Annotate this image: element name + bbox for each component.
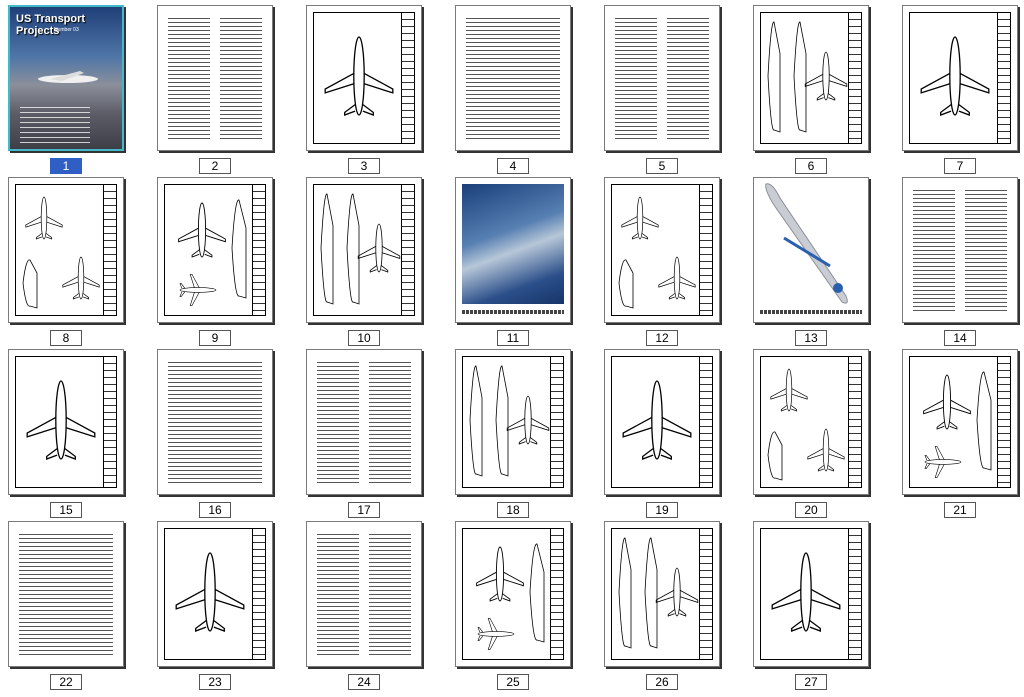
text-column-left bbox=[317, 532, 359, 656]
page-number-label: 23 bbox=[199, 674, 231, 690]
page-preview[interactable] bbox=[8, 349, 124, 495]
page-thumbnail-12[interactable] bbox=[604, 177, 722, 347]
photo-caption bbox=[462, 310, 564, 314]
page-preview[interactable] bbox=[455, 521, 571, 667]
text-block bbox=[168, 16, 262, 140]
aircraft-drawing bbox=[772, 553, 840, 631]
page-number-label: 15 bbox=[50, 502, 82, 518]
blueprint-lines bbox=[456, 350, 571, 495]
page-thumbnail-9[interactable] bbox=[157, 177, 275, 347]
aircraft-drawing bbox=[805, 52, 847, 100]
page-number-label: 17 bbox=[348, 502, 380, 518]
page-preview[interactable] bbox=[604, 5, 720, 151]
text-column bbox=[19, 532, 113, 656]
page-number-label: 20 bbox=[795, 502, 827, 518]
page-thumbnail-11[interactable] bbox=[455, 177, 573, 347]
text-column-right bbox=[220, 16, 262, 140]
page-preview[interactable] bbox=[157, 177, 273, 323]
text-block bbox=[19, 532, 113, 656]
page-thumbnail-2[interactable] bbox=[157, 5, 275, 175]
page-thumbnail-10[interactable] bbox=[306, 177, 424, 347]
page-thumbnail-1[interactable] bbox=[8, 5, 126, 175]
page-number-label: 14 bbox=[944, 330, 976, 346]
text-block bbox=[913, 188, 1007, 312]
text-column-right bbox=[369, 532, 411, 656]
cover-credits bbox=[20, 103, 90, 143]
blueprint-lines bbox=[456, 522, 571, 667]
page-number-label: 1 bbox=[50, 158, 82, 174]
cover-subtitle: Number 03 bbox=[54, 27, 79, 33]
page-preview[interactable] bbox=[157, 5, 273, 151]
page-preview[interactable] bbox=[753, 521, 869, 667]
page-thumbnail-13[interactable] bbox=[753, 177, 871, 347]
text-block bbox=[615, 16, 709, 140]
page-number-label: 10 bbox=[348, 330, 380, 346]
aircraft-drawing bbox=[623, 381, 691, 459]
page-preview[interactable] bbox=[455, 5, 571, 151]
text-column-left bbox=[615, 16, 657, 140]
page-preview[interactable] bbox=[8, 521, 124, 667]
page-number-label: 8 bbox=[50, 330, 82, 346]
aircraft-drawing bbox=[325, 37, 393, 115]
aircraft-drawing bbox=[176, 553, 244, 631]
text-column-right bbox=[965, 188, 1007, 312]
blueprint-lines bbox=[9, 350, 124, 495]
page-number-label: 3 bbox=[348, 158, 380, 174]
blueprint-lines bbox=[307, 6, 422, 151]
blueprint-lines bbox=[903, 350, 1018, 495]
fuselage-side-view bbox=[794, 22, 806, 132]
blueprint-lines bbox=[307, 178, 422, 323]
page-preview[interactable] bbox=[455, 177, 571, 323]
aircraft-drawing bbox=[26, 197, 62, 239]
fuselage-side-view bbox=[530, 544, 544, 642]
page-preview[interactable] bbox=[157, 349, 273, 495]
text-column-right bbox=[369, 360, 411, 484]
page-thumbnail-27[interactable] bbox=[753, 521, 871, 691]
aircraft-drawing bbox=[63, 257, 99, 299]
fuselage-side-view bbox=[23, 260, 37, 308]
page-number-label: 19 bbox=[646, 502, 678, 518]
text-column-left bbox=[317, 360, 359, 484]
text-column-right bbox=[667, 16, 709, 140]
page-thumbnail-26[interactable] bbox=[604, 521, 722, 691]
blueprint-lines bbox=[754, 522, 869, 667]
aircraft-render bbox=[754, 178, 869, 323]
text-column-left bbox=[913, 188, 955, 312]
blueprint-lines bbox=[158, 522, 273, 667]
page-thumbnail-21[interactable] bbox=[902, 349, 1020, 519]
page-preview[interactable] bbox=[306, 349, 422, 495]
page-number-label: 12 bbox=[646, 330, 678, 346]
aircraft-drawing bbox=[507, 396, 549, 444]
page-number-label: 21 bbox=[944, 502, 976, 518]
page-thumbnail-25[interactable] bbox=[455, 521, 573, 691]
aircraft-drawing bbox=[921, 37, 989, 115]
page-preview[interactable] bbox=[604, 177, 720, 323]
page-thumbnail-22[interactable] bbox=[8, 521, 126, 691]
blueprint-lines bbox=[605, 350, 720, 495]
aircraft-drawing bbox=[656, 568, 698, 616]
page-thumbnail-16[interactable] bbox=[157, 349, 275, 519]
cover-title: US Transport Projects bbox=[16, 13, 86, 37]
page-preview[interactable] bbox=[902, 177, 1018, 323]
aircraft-drawing bbox=[622, 197, 658, 239]
fuselage-side-view bbox=[619, 538, 631, 648]
page-thumbnail-14[interactable] bbox=[902, 177, 1020, 347]
page-preview[interactable] bbox=[8, 5, 124, 151]
blueprint-lines bbox=[158, 178, 273, 323]
aircraft-drawing bbox=[179, 203, 226, 257]
fuselage-side-view bbox=[347, 194, 359, 304]
aircraft-drawing bbox=[925, 446, 961, 477]
text-block bbox=[317, 532, 411, 656]
page-thumbnail-19[interactable] bbox=[604, 349, 722, 519]
aircraft-drawing bbox=[771, 369, 807, 411]
page-number-label: 25 bbox=[497, 674, 529, 690]
blueprint-lines bbox=[605, 178, 720, 323]
aircraft-drawing bbox=[808, 429, 844, 471]
page-preview[interactable] bbox=[455, 349, 571, 495]
page-preview[interactable] bbox=[8, 177, 124, 323]
blueprint-lines bbox=[9, 178, 124, 323]
aircraft-drawing bbox=[924, 375, 971, 429]
page-number-label: 5 bbox=[646, 158, 678, 174]
fuselage-side-view bbox=[321, 194, 333, 304]
aircraft-drawing bbox=[659, 257, 695, 299]
page-thumbnail-7[interactable] bbox=[902, 5, 1020, 175]
aircraft-drawing bbox=[27, 381, 95, 459]
text-block bbox=[466, 16, 560, 140]
page-number-label: 4 bbox=[497, 158, 529, 174]
text-column bbox=[168, 360, 262, 484]
page-number-label: 18 bbox=[497, 502, 529, 518]
page-preview[interactable] bbox=[753, 349, 869, 495]
page-preview[interactable] bbox=[306, 521, 422, 667]
aircraft-drawing bbox=[477, 547, 524, 601]
page-preview[interactable] bbox=[306, 177, 422, 323]
text-block bbox=[317, 360, 411, 484]
page-number-label: 7 bbox=[944, 158, 976, 174]
page-number-label: 16 bbox=[199, 502, 231, 518]
page-number-label: 11 bbox=[497, 330, 529, 346]
fuselage-side-view bbox=[232, 200, 246, 298]
page-number-label: 22 bbox=[50, 674, 82, 690]
page-number-label: 13 bbox=[795, 330, 827, 346]
page-thumbnail-6[interactable] bbox=[753, 5, 871, 175]
render-caption bbox=[760, 310, 862, 314]
aircraft-drawing bbox=[180, 274, 216, 305]
page-thumbnail-24[interactable] bbox=[306, 521, 424, 691]
page-thumbnail-3[interactable] bbox=[306, 5, 424, 175]
page-number-label: 24 bbox=[348, 674, 380, 690]
blueprint-lines bbox=[754, 350, 869, 495]
blueprint-lines bbox=[754, 6, 869, 151]
page-preview[interactable] bbox=[753, 177, 869, 323]
fuselage-side-view bbox=[768, 432, 782, 480]
page-preview[interactable] bbox=[604, 349, 720, 495]
page-number-label: 26 bbox=[646, 674, 678, 690]
fuselage-side-view bbox=[645, 538, 657, 648]
blueprint-lines bbox=[605, 522, 720, 667]
page-number-label: 6 bbox=[795, 158, 827, 174]
text-column-left bbox=[168, 16, 210, 140]
page-number-label: 27 bbox=[795, 674, 827, 690]
fuselage-side-view bbox=[768, 22, 780, 132]
page-number-label: 2 bbox=[199, 158, 231, 174]
page-preview[interactable] bbox=[604, 521, 720, 667]
page-thumbnail-17[interactable] bbox=[306, 349, 424, 519]
page-thumbnail-18[interactable] bbox=[455, 349, 573, 519]
page-thumbnail-20[interactable] bbox=[753, 349, 871, 519]
page-preview[interactable] bbox=[902, 5, 1018, 151]
aircraft-drawing bbox=[358, 224, 400, 272]
page-thumbnail-23[interactable] bbox=[157, 521, 275, 691]
aerial-photo bbox=[462, 184, 564, 304]
fuselage-side-view bbox=[619, 260, 633, 308]
page-thumbnail-4[interactable] bbox=[455, 5, 573, 175]
page-number-label: 9 bbox=[199, 330, 231, 346]
fuselage-side-view bbox=[496, 366, 508, 476]
aircraft-drawing bbox=[478, 618, 514, 649]
page-preview[interactable] bbox=[753, 5, 869, 151]
blueprint-lines bbox=[903, 6, 1018, 151]
fuselage-side-view bbox=[470, 366, 482, 476]
fuselage-side-view bbox=[977, 372, 991, 470]
page-preview[interactable] bbox=[902, 349, 1018, 495]
text-block bbox=[168, 360, 262, 484]
page-preview[interactable] bbox=[306, 5, 422, 151]
page-thumbnail-8[interactable] bbox=[8, 177, 126, 347]
page-preview[interactable] bbox=[157, 521, 273, 667]
text-column bbox=[466, 16, 560, 140]
page-thumbnail-15[interactable] bbox=[8, 349, 126, 519]
page-thumbnail-5[interactable] bbox=[604, 5, 722, 175]
